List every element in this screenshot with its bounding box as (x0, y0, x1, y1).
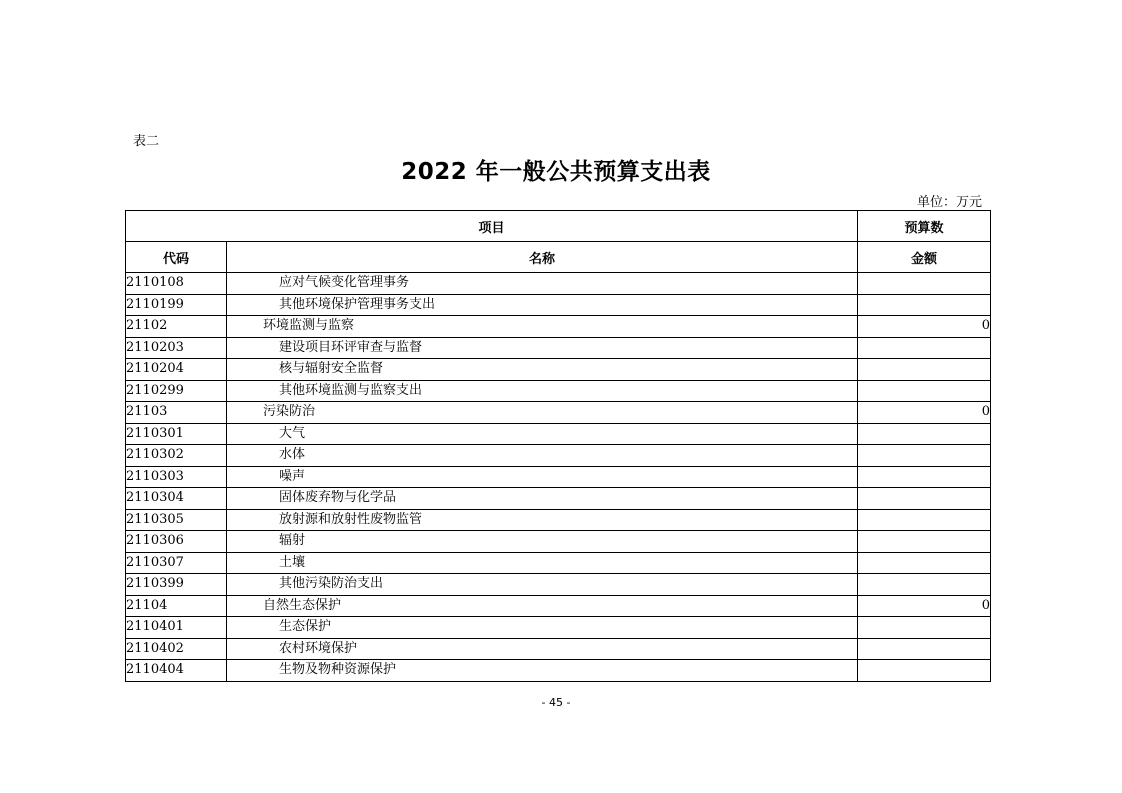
table-row (126, 359, 991, 381)
table-row (126, 294, 991, 316)
header-project: 项目 (126, 211, 858, 242)
row-amount (858, 273, 991, 295)
row-code: 21102 (126, 316, 227, 338)
row-code: 2110304 (126, 488, 227, 510)
row-code: 2110306 (126, 531, 227, 553)
row-name: 水体 (227, 445, 858, 467)
row-name: 其他污染防治支出 (227, 574, 858, 596)
row-name: 其他环境保护管理事务支出 (227, 294, 858, 316)
header-amount: 金额 (858, 242, 991, 273)
row-code: 2110301 (126, 423, 227, 445)
row-amount (858, 337, 991, 359)
row-amount: 0 (858, 316, 991, 338)
table-row (126, 423, 991, 445)
row-code: 21103 (126, 402, 227, 424)
row-code: 2110203 (126, 337, 227, 359)
header-budget: 预算数 (858, 211, 991, 242)
row-name: 噪声 (227, 466, 858, 488)
row-code: 2110402 (126, 638, 227, 660)
table-row (126, 402, 991, 424)
row-code: 2110303 (126, 466, 227, 488)
budget-table (125, 210, 991, 682)
table-row (126, 380, 991, 402)
row-name: 环境监测与监察 (227, 316, 858, 338)
row-code: 2110204 (126, 359, 227, 381)
row-name: 其他环境监测与监察支出 (227, 380, 858, 402)
row-amount (858, 466, 991, 488)
row-name: 建设项目环评审查与监督 (227, 337, 858, 359)
row-name: 农村环境保护 (227, 638, 858, 660)
table-row (126, 509, 991, 531)
row-name: 生物及物种资源保护 (227, 660, 858, 682)
row-amount (858, 294, 991, 316)
row-name: 污染防治 (227, 402, 858, 424)
row-name: 核与辐射安全监督 (227, 359, 858, 381)
table-row (126, 595, 991, 617)
table-row (126, 316, 991, 338)
row-name: 辐射 (227, 531, 858, 553)
row-amount (858, 509, 991, 531)
row-code: 2110299 (126, 380, 227, 402)
row-code: 21104 (126, 595, 227, 617)
row-amount (858, 531, 991, 553)
row-amount (858, 638, 991, 660)
row-code: 2110305 (126, 509, 227, 531)
table-row (126, 445, 991, 467)
header-code: 代码 (126, 242, 227, 273)
table-row (126, 574, 991, 596)
row-amount (858, 359, 991, 381)
table-label: 表二 (133, 134, 160, 149)
row-amount (858, 552, 991, 574)
row-name: 自然生态保护 (227, 595, 858, 617)
row-name: 固体废弃物与化学品 (227, 488, 858, 510)
table-row (126, 337, 991, 359)
table-row (126, 273, 991, 295)
row-amount (858, 380, 991, 402)
row-amount (858, 423, 991, 445)
row-code: 2110199 (126, 294, 227, 316)
row-code: 2110401 (126, 617, 227, 639)
header-row-2 (126, 242, 991, 273)
table-row (126, 488, 991, 510)
row-name: 放射源和放射性废物监管 (227, 509, 858, 531)
row-amount (858, 488, 991, 510)
row-name: 应对气候变化管理事务 (227, 273, 858, 295)
row-amount (858, 574, 991, 596)
row-amount (858, 617, 991, 639)
row-amount: 0 (858, 595, 991, 617)
table-body (126, 273, 991, 682)
table-row (126, 617, 991, 639)
row-code: 2110404 (126, 660, 227, 682)
document-title: 2022 年一般公共预算支出表 (401, 159, 711, 185)
table-row (126, 638, 991, 660)
table-row (126, 531, 991, 553)
row-name: 大气 (227, 423, 858, 445)
table-row (126, 660, 991, 682)
unit-label: 单位：万元 (916, 195, 982, 210)
page-number: - 45 - (541, 696, 571, 709)
header-name: 名称 (227, 242, 858, 273)
row-code: 2110399 (126, 574, 227, 596)
row-amount: 0 (858, 402, 991, 424)
row-code: 2110307 (126, 552, 227, 574)
row-name: 土壤 (227, 552, 858, 574)
row-code: 2110302 (126, 445, 227, 467)
table-row (126, 552, 991, 574)
header-row-1 (126, 211, 991, 242)
row-code: 2110108 (126, 273, 227, 295)
table-row (126, 466, 991, 488)
row-amount (858, 445, 991, 467)
row-amount (858, 660, 991, 682)
row-name: 生态保护 (227, 617, 858, 639)
